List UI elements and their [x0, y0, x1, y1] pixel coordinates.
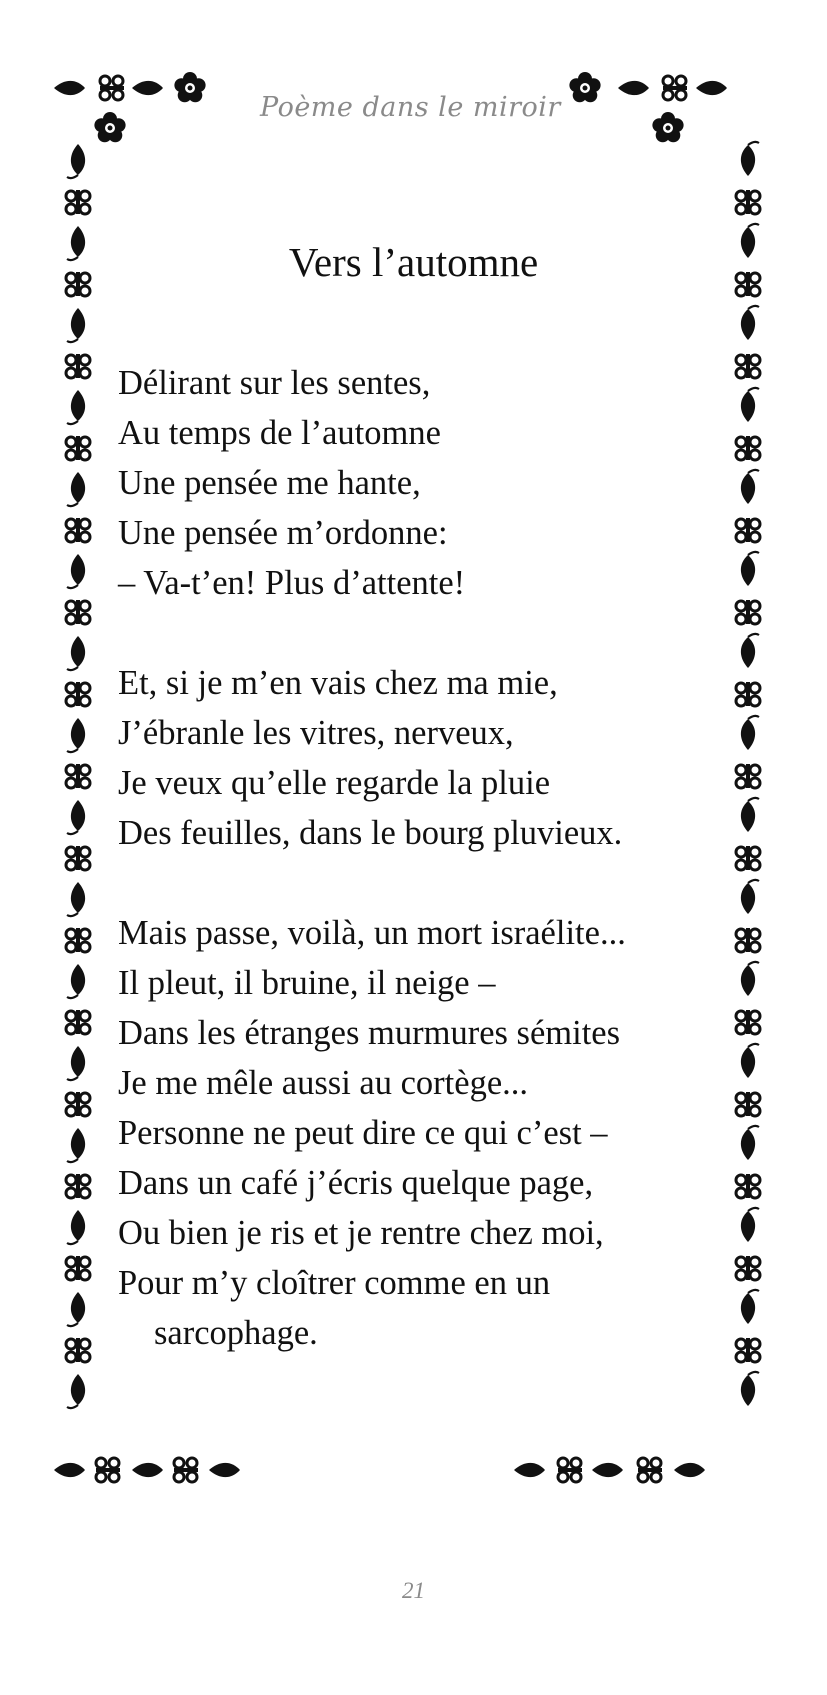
leaf-icon: [67, 800, 85, 834]
poem-line: Je me mêle aussi au cortège...: [118, 1064, 529, 1102]
scroll-icon: [736, 682, 760, 706]
leaf-icon: [741, 716, 759, 750]
poem-line: Je veux qu’elle regarde la pluie: [118, 764, 551, 802]
scroll-icon: [66, 1256, 90, 1280]
scroll-icon: [66, 354, 90, 378]
leaf-icon: [741, 142, 759, 176]
leaf-icon: [674, 1463, 705, 1477]
leaf-icon: [696, 81, 727, 95]
scroll-icon: [66, 1092, 90, 1116]
scroll-icon: [66, 600, 90, 624]
scroll-icon: [66, 1338, 90, 1362]
page-number: 21: [402, 1578, 425, 1603]
scroll-icon: [638, 1458, 662, 1482]
leaf-icon: [67, 1374, 85, 1408]
leaf-icon: [54, 81, 85, 95]
poem-line: Au temps de l’automne: [118, 414, 441, 452]
poem-title: Vers l’automne: [288, 239, 539, 285]
scroll-icon: [736, 764, 760, 788]
scroll-icon: [736, 600, 760, 624]
leaf-icon: [67, 390, 85, 424]
scroll-icon: [736, 1010, 760, 1034]
poem-line: Une pensée me hante,: [118, 464, 421, 502]
stanza: [118, 358, 718, 608]
poem-body: [118, 358, 718, 1358]
leaf-icon: [741, 470, 759, 504]
leaf-icon: [514, 1463, 545, 1477]
leaf-icon: [67, 554, 85, 588]
leaf-icon: [741, 1208, 759, 1242]
scroll-icon: [736, 1338, 760, 1362]
leaf-icon: [67, 308, 85, 342]
leaf-icon: [741, 880, 759, 914]
leaf-icon: [54, 1463, 85, 1477]
poem-line: Mais passe, voilà, un mort israélite...: [118, 914, 626, 952]
leaf-icon: [741, 634, 759, 668]
scroll-icon: [66, 1174, 90, 1198]
scroll-icon: [66, 928, 90, 952]
leaf-icon: [741, 798, 759, 832]
flower-icon: [652, 112, 683, 142]
leaf-icon: [592, 1463, 623, 1477]
leaf-icon: [67, 718, 85, 752]
leaf-icon: [67, 144, 85, 178]
scroll-icon: [736, 1174, 760, 1198]
scroll-icon: [736, 928, 760, 952]
poem-line: – Va-t’en! Plus d’attente!: [118, 564, 466, 602]
scroll-icon: [736, 518, 760, 542]
leaf-icon: [67, 1128, 85, 1162]
scroll-icon: [66, 846, 90, 870]
scroll-icon: [66, 436, 90, 460]
flower-icon: [94, 112, 125, 142]
poem-line: Et, si je m’en vais chez ma mie,: [118, 664, 558, 702]
scroll-icon: [736, 1256, 760, 1280]
stanza: [118, 908, 718, 1358]
leaf-icon: [67, 1292, 85, 1326]
leaf-icon: [741, 1372, 759, 1406]
running-title: Poème dans le miroir: [260, 92, 561, 123]
poem-line: Des feuilles, dans le bourg pluvieux.: [118, 814, 623, 852]
scroll-icon: [736, 846, 760, 870]
poem-line: Une pensée m’ordonne:: [118, 514, 448, 552]
scroll-icon: [66, 682, 90, 706]
poem-line: Pour m’y cloîtrer comme en un: [118, 1264, 551, 1302]
leaf-icon: [209, 1463, 240, 1477]
leaf-icon: [741, 962, 759, 996]
poem-line: Personne ne peut dire ce qui c’est –: [118, 1114, 608, 1152]
leaf-icon: [67, 1046, 85, 1080]
scroll-icon: [736, 354, 760, 378]
poem-line-continuation: sarcophage.: [154, 1314, 318, 1352]
leaf-icon: [741, 1290, 759, 1324]
leaf-icon: [741, 388, 759, 422]
leaf-icon: [67, 472, 85, 506]
poem-line: Dans un café j’écris quelque page,: [118, 1164, 594, 1202]
leaf-icon: [132, 81, 163, 95]
stanza: [118, 658, 718, 858]
scroll-icon: [663, 76, 687, 100]
poem-line: Délirant sur les sentes,: [118, 364, 431, 402]
poem-line: J’ébranle les vitres, nerveux,: [118, 714, 514, 752]
leaf-icon: [741, 1044, 759, 1078]
poem-line: Dans les étranges murmures sémites: [118, 1014, 621, 1052]
scroll-icon: [736, 1092, 760, 1116]
scroll-icon: [66, 1010, 90, 1034]
flower-icon: [174, 72, 205, 102]
leaf-icon: [741, 552, 759, 586]
leaf-icon: [67, 636, 85, 670]
scroll-icon: [100, 76, 124, 100]
scroll-icon: [736, 436, 760, 460]
scroll-icon: [66, 518, 90, 542]
scroll-icon: [558, 1458, 582, 1482]
poem-line: Il pleut, il bruine, il neige –: [118, 964, 496, 1002]
leaf-icon: [618, 81, 649, 95]
leaf-icon: [741, 1126, 759, 1160]
scroll-icon: [96, 1458, 120, 1482]
scroll-icon: [174, 1458, 198, 1482]
poem-line: Ou bien je ris et je rentre chez moi,: [118, 1214, 604, 1252]
leaf-icon: [67, 964, 85, 998]
leaf-icon: [67, 882, 85, 916]
leaf-icon: [67, 1210, 85, 1244]
scroll-icon: [736, 190, 760, 214]
leaf-icon: [741, 306, 759, 340]
scroll-icon: [66, 190, 90, 214]
leaf-icon: [132, 1463, 163, 1477]
scroll-icon: [66, 764, 90, 788]
